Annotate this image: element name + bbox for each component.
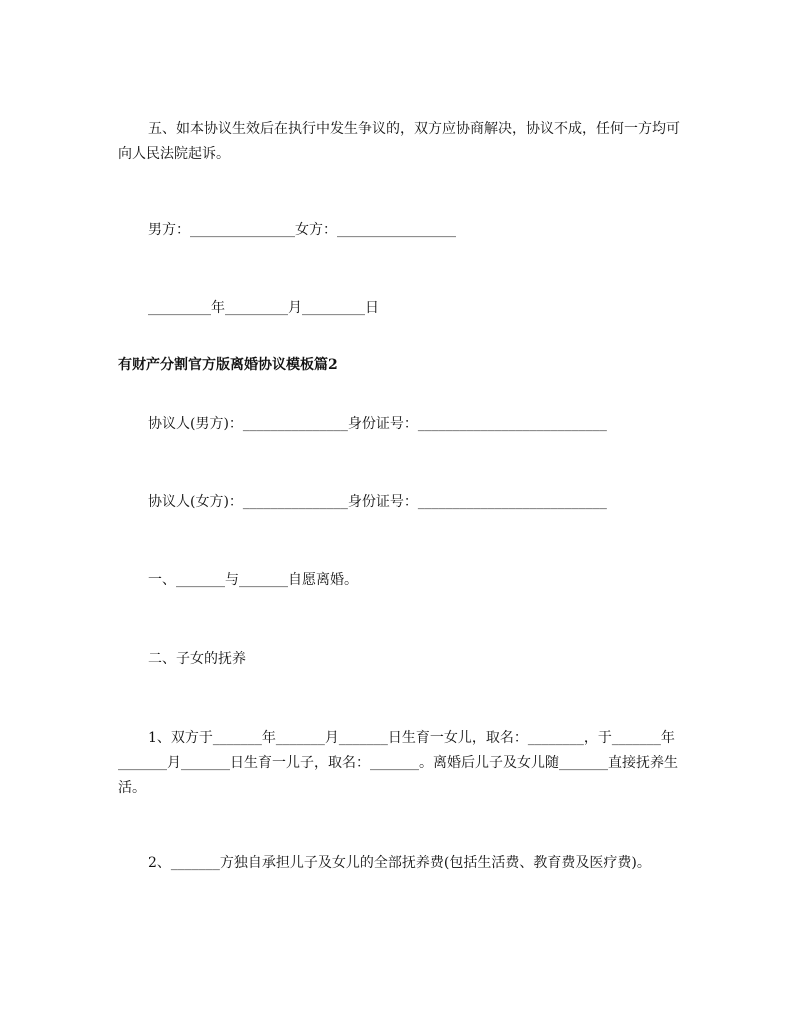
party-woman-line: 协议人(女方)：_______________身份证号：___________________________ — [148, 494, 607, 510]
section-heading: 有财产分割官方版离婚协议模板篇2 — [118, 357, 338, 373]
clause-one-divorce: 一、_______与_______自愿离婚。 — [148, 572, 358, 588]
clause-two-title: 二、子女的抚养 — [148, 651, 246, 667]
date-line: _________年_________月_________日 — [148, 300, 379, 316]
clause-two-item-one: 1、双方于_______年_______月_______日生育一女儿，取名：________，于_______年_______月_______日生育一儿子，取名：_______。离婚后儿子及女儿随_______直接抚养生活。 — [118, 730, 678, 796]
clause-two-item-two: 2、_______方独自承担儿子及女儿的全部抚养费(包括生活费、教育费及医疗费)。 — [148, 855, 651, 871]
party-man-line: 协议人(男方)：_______________身份证号：___________________________ — [148, 416, 607, 432]
signature-line-man-woman: 男方：_______________女方：_________________ — [148, 222, 456, 238]
clause-five-dispute: 五、如本协议生效后在执行中发生争议的，双方应协商解决，协议不成，任何一方均可向人民法院起诉。 — [118, 121, 680, 162]
